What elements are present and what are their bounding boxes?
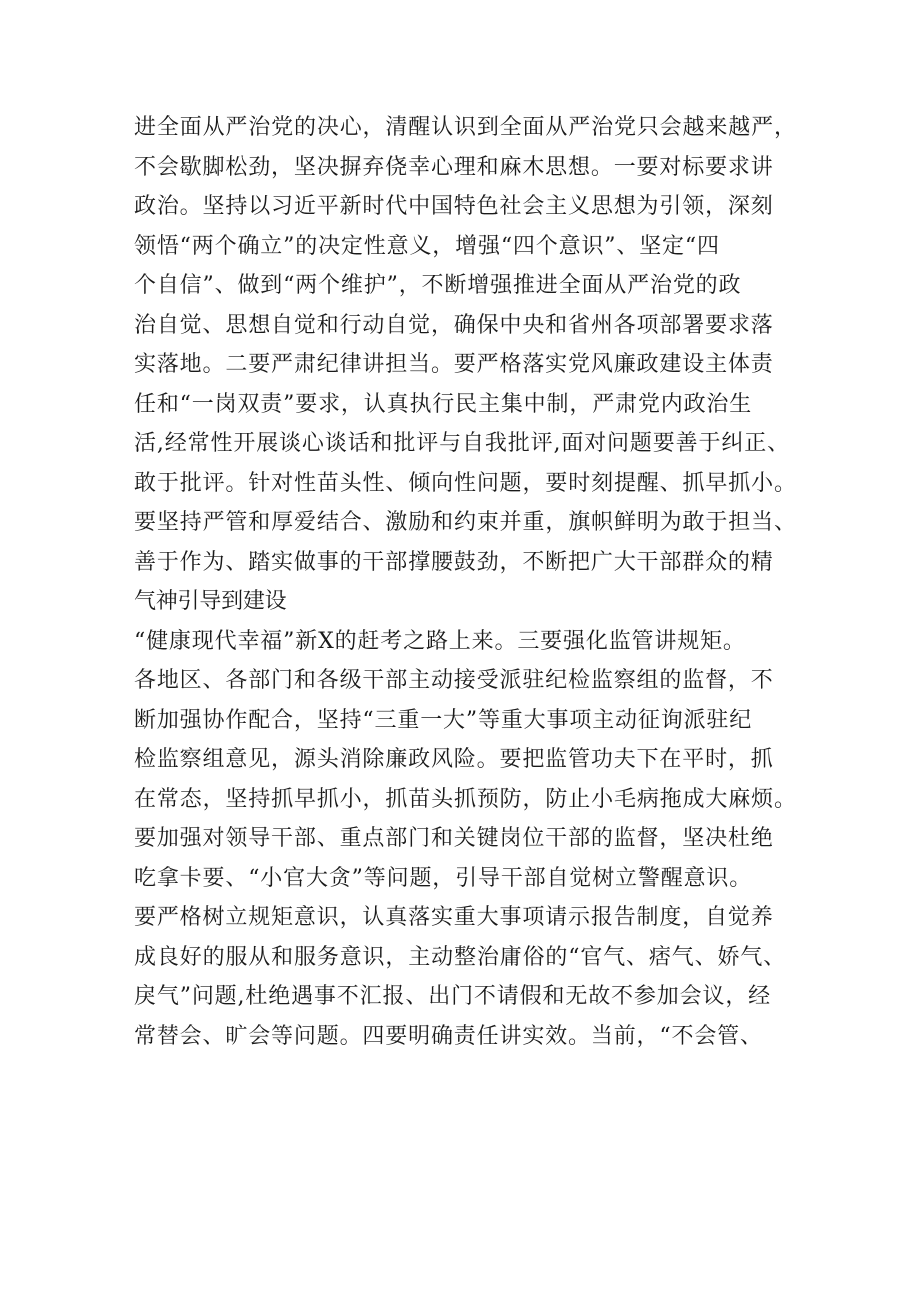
text-line: “健康现代幸福”新X的赶考之路上来。三要强化监管讲规矩。 xyxy=(134,628,746,654)
text-line: 戾气”问题,杜绝遇事不汇报、出门不请假和无故不参加会议，经 xyxy=(134,984,772,1009)
text-line: 政治。坚持以习近平新时代中国特色社会主义思想为引领，深刻 xyxy=(134,194,774,219)
text-line: 各地区、各部门和各级干部主动接受派驻纪检监察组的监督，不 xyxy=(134,668,774,693)
text-line: 个自信”、做到“两个维护”，不断增强推进全面从严治党的政 xyxy=(134,273,742,298)
text-line: 在常态，坚持抓早抓小，抓苗头抓预防，防止小毛病拖成大麻烦。 xyxy=(134,786,797,812)
text-line: 敢于批评。针对性苗头性、倾向性问题，要时刻提醒、抓早抓小。 xyxy=(134,470,797,496)
text-line: 治自觉、思想自觉和行动自觉，确保中央和省州各项部署要求落 xyxy=(134,312,774,338)
text-line: 成良好的服从和服务意识，主动整治庸俗的“官气、痞气、娇气、 xyxy=(134,944,787,970)
text-line: 进全面从严治党的决心，清醒认识到全面从严治党只会越来越严， xyxy=(134,115,797,140)
text-line: 断加强协作配合，坚持“三重一大”等重大事项主动征询派驻纪 xyxy=(134,707,753,733)
text-line: 不会歇脚松劲，坚决摒弃侥幸心理和麻木思想。一要对标要求讲 xyxy=(134,154,774,180)
text-line: 任和“一岗双责”要求，认真执行民主集中制，严肃党内政治生 xyxy=(134,391,753,417)
text-line: 领悟“两个确立”的决定性意义，增强“四个意识”、坚定“四 xyxy=(134,233,720,259)
text-line: 检监察组意见，源头消除廉政风险。要把监管功夫下在平时，抓 xyxy=(134,747,774,772)
text-line: 要严格树立规矩意识，认真落实重大事项请示报告制度，自觉养 xyxy=(134,905,774,930)
text-line: 吃拿卡要、“小官大贪”等问题，引导干部自觉树立警醒意识。 xyxy=(134,865,753,891)
text-line: 活,经常性开展谈心谈话和批评与自我批评,面对问题要善于纠正、 xyxy=(134,431,790,456)
text-line: 要坚持严管和厚爱结合、激励和约束并重，旗帜鲜明为敢于担当、 xyxy=(134,510,797,535)
text-line: 善于作为、踏实做事的干部撑腰鼓劲，不断把广大干部群众的精 xyxy=(134,549,774,575)
body-text xyxy=(134,108,834,1056)
text-line: 常替会、旷会等问题。四要明确责任讲实效。当前，“不会管、 xyxy=(134,1023,763,1049)
text-line: 要加强对领导干部、重点部门和关键岗位干部的监督，坚决杜绝 xyxy=(134,826,774,851)
text-line: 实落地。二要严肃纪律讲担当。要严格落实党风廉政建设主体责 xyxy=(134,352,774,377)
text-line: 气神引导到建设 xyxy=(134,589,287,614)
